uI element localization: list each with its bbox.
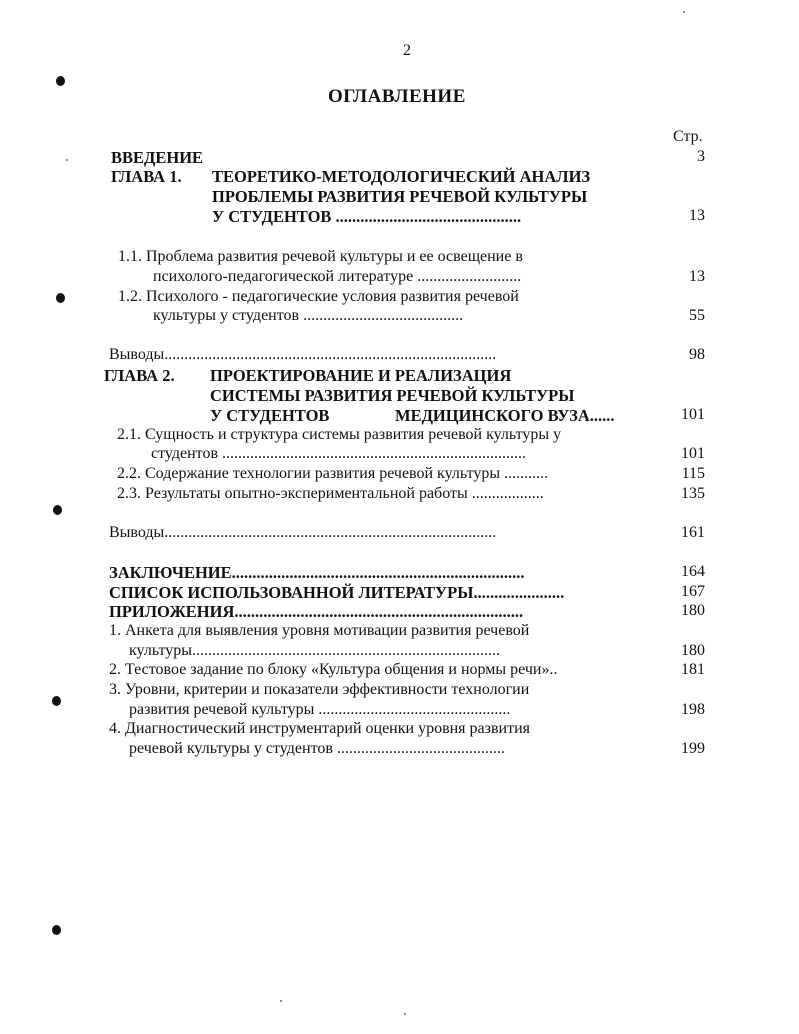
section-line: психолого-педагогической литературе ..........................: [153, 268, 522, 285]
chapter-label: ГЛАВА 1.: [111, 167, 182, 186]
toc-page: 180: [681, 602, 705, 619]
toc-page: 180: [681, 642, 705, 659]
toc-page: 167: [681, 583, 705, 600]
chapter-title-line: У СТУДЕНТОВ: [210, 406, 330, 425]
scan-speck: [280, 1000, 282, 1002]
toc-page: 115: [681, 465, 705, 482]
section-line: 2.1. Сущность и структура системы развития речевой культуры у: [117, 426, 562, 443]
chapter-title-line: ПРОБЛЕМЫ РАЗВИТИЯ РЕЧЕВОЙ КУЛЬТУРЫ: [212, 187, 588, 206]
appendix-line: 3. Уровни, критерии и показатели эффективности технологии: [109, 681, 530, 698]
section-line: 2.3. Результаты опытно-экспериментальной работы ..................: [117, 485, 544, 502]
section-line: студентов ............................................................................: [151, 445, 527, 462]
toc-intro: ВВЕДЕНИЕ: [111, 148, 204, 167]
appendix-line: развития речевой культуры ................................................: [129, 701, 511, 718]
appendix-line: культуры.............................................................................: [129, 642, 501, 659]
margin-dot: [56, 76, 65, 86]
page-title: ОГЛАВЛЕНИЕ: [328, 86, 466, 107]
toc-page: 13: [689, 207, 705, 224]
toc-conclusion: ЗАКЛЮЧЕНИЕ.......................................................................: [109, 563, 525, 582]
scan-speck: [683, 11, 685, 13]
section-line: 1.1. Проблема развития речевой культуры и ее освещение в: [118, 248, 523, 265]
margin-dot: [52, 925, 61, 935]
toc-page: 161: [681, 524, 705, 541]
appendix-line: 2. Тестовое задание по блоку «Культура общения и нормы речи»..: [109, 661, 558, 678]
toc-page: 135: [681, 485, 705, 502]
section-line: 1.2. Психолого - педагогические условия развития речевой: [118, 288, 519, 305]
chapter-label: ГЛАВА 2.: [104, 366, 175, 385]
toc-appendices: ПРИЛОЖЕНИЯ......................................................................: [109, 602, 524, 621]
margin-dot: [53, 505, 62, 515]
toc-page: 3: [697, 148, 705, 165]
chapter-title-line: СИСТЕМЫ РАЗВИТИЯ РЕЧЕВОЙ КУЛЬТУРЫ: [210, 386, 575, 405]
chapter-title-line: ПРОЕКТИРОВАНИЕ И РЕАЛИЗАЦИЯ: [210, 366, 512, 385]
chapter-title-line: ТЕОРЕТИКО-МЕТОДОЛОГИЧЕСКИЙ АНАЛИЗ: [212, 167, 591, 186]
page-column-header: Стр.: [673, 128, 703, 145]
toc-page: 13: [689, 268, 705, 285]
margin-dot: [52, 696, 61, 706]
toc-page: 98: [689, 346, 705, 363]
section-line: культуры у студентов ........................................: [153, 307, 464, 324]
toc-conclusions: Выводы...................................................................................: [109, 524, 497, 541]
chapter-title-line: МЕДИЦИНСКОГО ВУЗА......: [395, 406, 615, 425]
appendix-line: 1. Анкета для выявления уровня мотивации развития речевой: [109, 622, 530, 639]
toc-page: 101: [681, 406, 705, 423]
margin-dot: [56, 293, 65, 303]
appendix-line: 4. Диагностический инструментарий оценки уровня развития: [109, 720, 530, 737]
toc-page: 199: [681, 740, 705, 757]
toc-page: 164: [681, 563, 705, 580]
toc-conclusions: Выводы...................................................................................: [109, 346, 497, 363]
toc-page: 181: [681, 661, 705, 678]
toc-references: СПИСОК ИСПОЛЬЗОВАННОЙ ЛИТЕРАТУРЫ......................: [109, 583, 565, 602]
chapter-title-line: У СТУДЕНТОВ .............................................: [212, 207, 522, 226]
toc-page: 101: [681, 445, 705, 462]
toc-page: 55: [689, 307, 705, 324]
appendix-line: речевой культуры у студентов ..........................................: [129, 740, 505, 757]
section-line: 2.2. Содержание технологии развития речевой культуры ...........: [117, 465, 549, 482]
scan-speck: [404, 1013, 406, 1015]
toc-page: 198: [681, 701, 705, 718]
page-number: 2: [403, 42, 411, 59]
scan-speck: [66, 159, 68, 161]
